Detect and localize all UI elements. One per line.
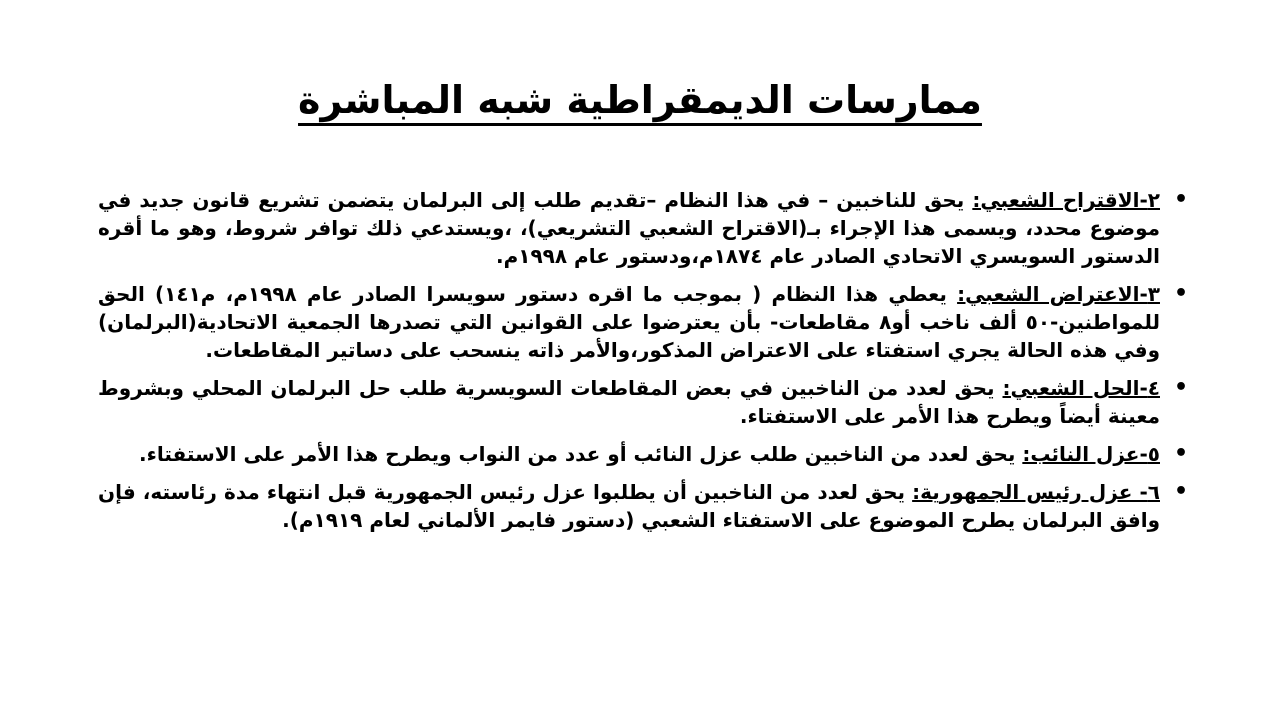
bullet-term: ٣-الاعتراض الشعبي:: [957, 282, 1160, 306]
bullet-text: يحق للناخبين – في هذا النظام –تقديم طلب إلى البرلمان يتضمن تشريع قانون جديد في موضوع محدد، ويسمى هذا الإجراء بـ(الاقتراح الشعبي التشريعي)، ،ويستدعي ذلك توافر شروط، وهو ما أقره الدستور السويسري الاتحادي الصادر عام ١٨٧٤م،ودستور عام ١٩٩٨م.: [98, 188, 1160, 268]
bullet-text: يحق لعدد من الناخبين أن يطلبوا عزل رئيس الجمهورية قبل انتهاء مدة رئاسته، فإن وافق البرلمان يطرح الموضوع على الاستفتاء الشعبي (دستور فايمر الألماني لعام ١٩١٩م).: [98, 480, 1160, 532]
bullet-item-deputy-recall: [98, 440, 1190, 468]
bullet-text: يحق لعدد من الناخبين في بعض المقاطعات السويسرية طلب حل البرلمان المحلي وبشروط معينة أيضاً ويطرح هذا الأمر على الاستفتاء.: [98, 376, 1160, 428]
bullet-item-popular-dissolution: [98, 374, 1190, 430]
bullet-term: ٢-الاقتراح الشعبي:: [972, 188, 1160, 212]
bullet-item-popular-objection: [98, 280, 1190, 364]
bullet-list: [98, 186, 1190, 544]
bullet-item-popular-initiative: [98, 186, 1190, 270]
bullet-term: ٦- عزل رئيس الجمهورية:: [912, 480, 1160, 504]
slide-title: ممارسات الديمقراطية شبه المباشرة: [298, 78, 982, 122]
bullet-text: يعطي هذا النظام ( بموجب ما اقره دستور سويسرا الصادر عام ١٩٩٨م، م١٤١) الحق للمواطنين-٥٠ ألف ناخب أو٨ مقاطعات- بأن يعترضوا على القوانين التي تصدرها الجمعية الاتحادية(البرلمان) وفي هذه الحالة يجري استفتاء على الاعتراض المذكور،والأمر ذاته ينسحب على دساتير المقاطعات.: [98, 282, 1160, 362]
bullet-term: ٥-عزل النائب:: [1022, 442, 1160, 466]
bullet-text: يحق لعدد من الناخبين طلب عزل النائب أو عدد من النواب ويطرح هذا الأمر على الاستفتاء.: [139, 442, 1023, 466]
bullet-term: ٤-الحل الشعبي:: [1002, 376, 1160, 400]
bullet-item-president-recall: [98, 478, 1190, 534]
